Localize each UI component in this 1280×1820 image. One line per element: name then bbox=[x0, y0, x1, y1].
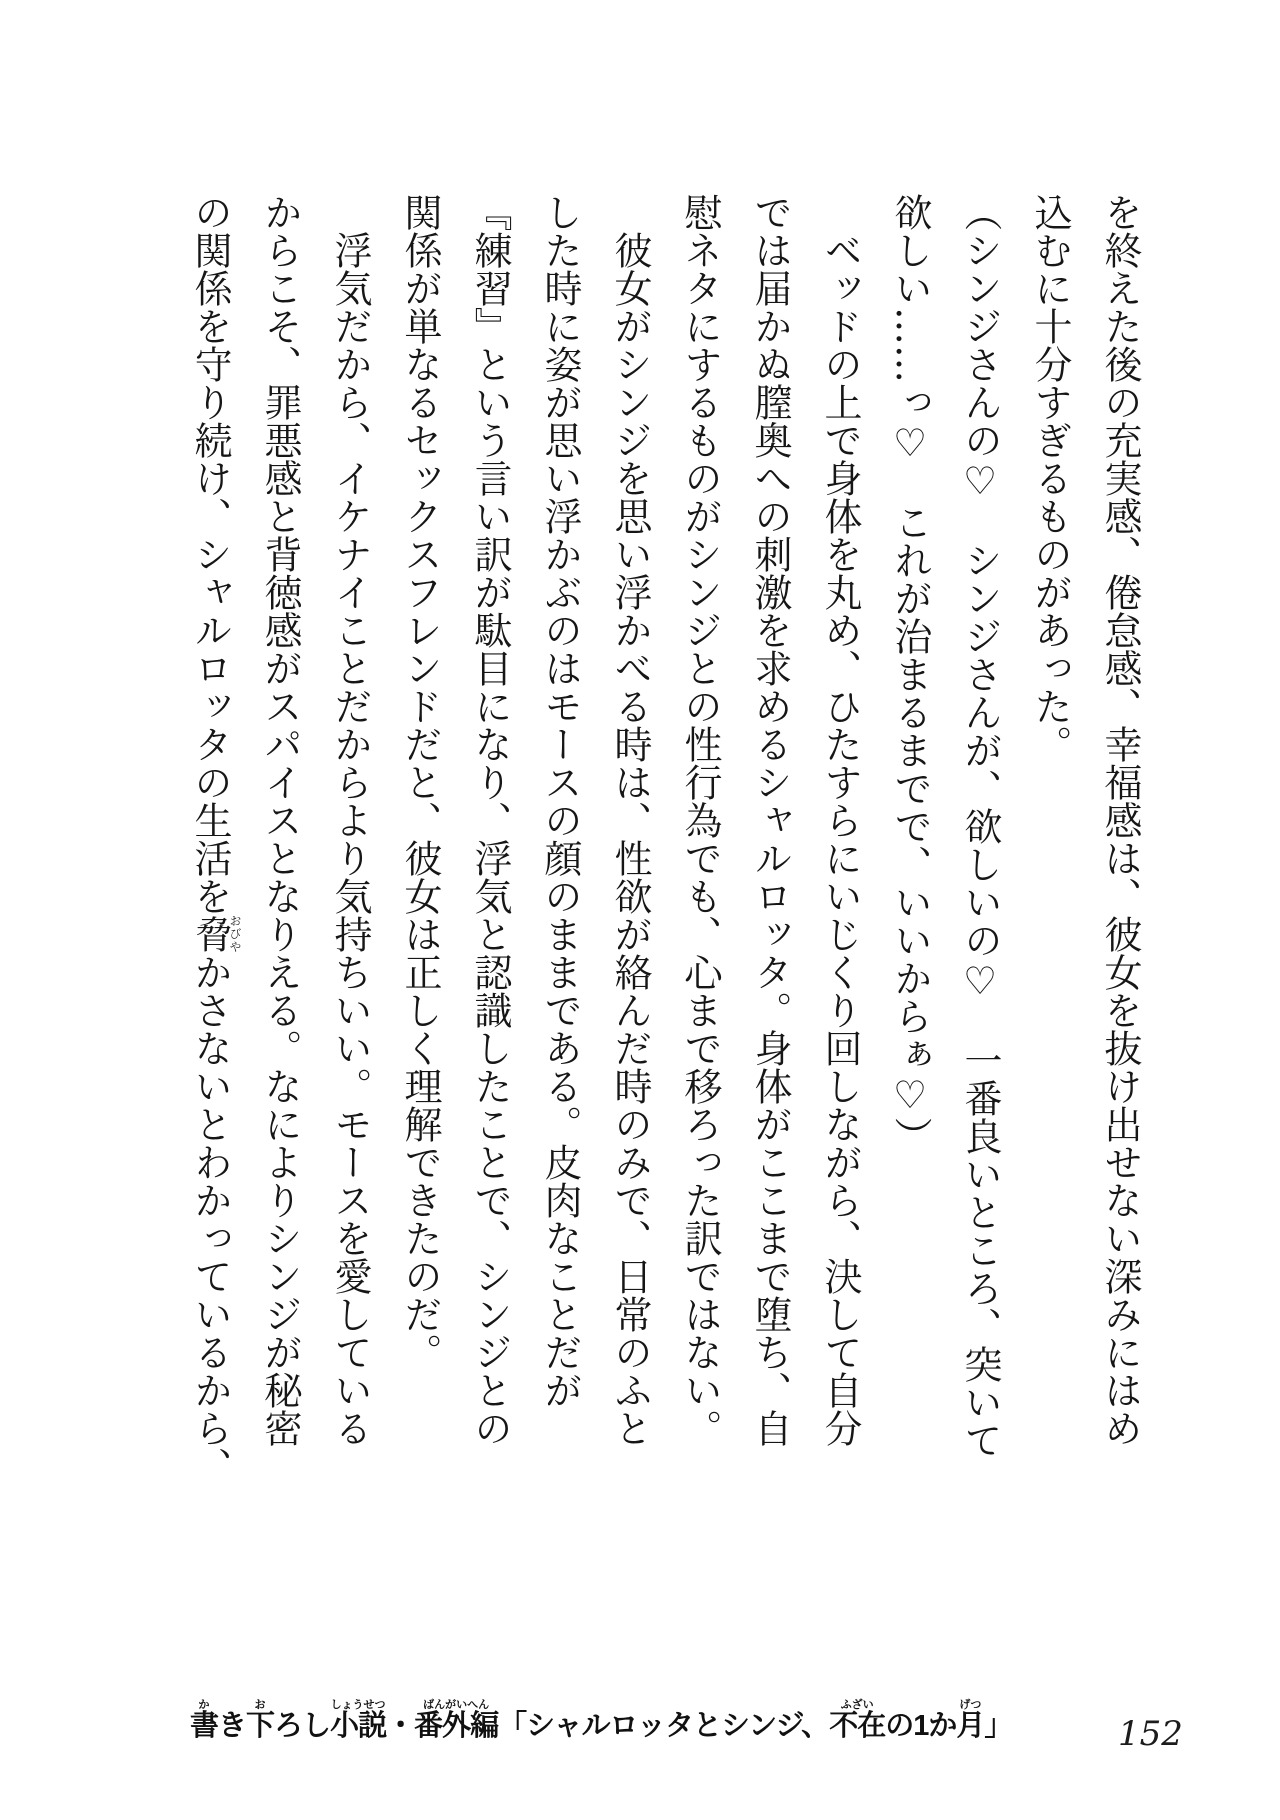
footer-chapter-title bbox=[190, 1699, 1012, 1741]
furigana-text: お bbox=[246, 1699, 275, 1711]
text-column: では届かぬ膣奥への刺激を求めるシャルロッタ。身体がここまで堕ち、自 bbox=[748, 193, 792, 1447]
text-column: 関係が単なるセックスフレンドだと、彼女は正しく理解できたのだ。 bbox=[398, 193, 442, 1371]
furigana-annotation bbox=[956, 1699, 985, 1742]
footer-title-text: き bbox=[218, 1710, 247, 1742]
footer-title-text: 」 bbox=[984, 1710, 1013, 1742]
furigana-annotation bbox=[829, 1699, 886, 1742]
text-column: （シンジさんの♡ シンジさんが、欲しいの♡ 一番良いところ、突いて bbox=[958, 193, 1002, 1459]
page-number: 152 bbox=[1118, 1714, 1183, 1754]
novel-text-block bbox=[175, 193, 1155, 1533]
text-column: 欲しい……っ♡ これが治まるまでで、いいからぁ♡） bbox=[888, 193, 932, 1155]
text-column: した時に姿が思い浮かぶのはモースの顔のままである。皮肉なことだが bbox=[538, 193, 582, 1409]
footer-title-text: ・ bbox=[386, 1710, 415, 1742]
text-column: 慰ネタにするものがシンジとの性行為でも、心まで移ろった訳ではない。 bbox=[678, 193, 722, 1447]
furigana-text: おびや bbox=[228, 914, 242, 954]
footer-title-text: の1か bbox=[885, 1710, 957, 1742]
furigana-annotation bbox=[190, 1699, 219, 1742]
furigana-base: 小説 bbox=[330, 1710, 387, 1742]
furigana-base: 月 bbox=[956, 1710, 985, 1742]
text-column: 彼女がシンジを思い浮かべる時は、性欲が絡んだ時のみで、日常のふと bbox=[608, 231, 652, 1447]
furigana-text: か bbox=[190, 1699, 218, 1711]
furigana-text: ふざい bbox=[829, 1699, 886, 1711]
furigana-text: しょうせつ bbox=[330, 1699, 387, 1711]
text-column: 『練習』という言い訳が駄目になり、浮気と認識したことで、シンジとの bbox=[468, 193, 512, 1447]
text-column: 込むに十分すぎるものがあった。 bbox=[1028, 193, 1072, 763]
furigana-annotation bbox=[246, 1699, 275, 1742]
furigana-base: 下 bbox=[246, 1710, 275, 1742]
furigana-text: ばんがいへん bbox=[414, 1699, 499, 1711]
footer-title-text: ろし bbox=[274, 1710, 331, 1742]
furigana-base: 不在 bbox=[829, 1710, 886, 1742]
furigana-base: 番外編 bbox=[414, 1710, 499, 1742]
text-column: ベッドの上で身体を丸め、ひたすらにいじくり回しながら、決して自分 bbox=[818, 231, 862, 1447]
furigana-text: げつ bbox=[956, 1699, 985, 1711]
furigana-annotation bbox=[414, 1699, 499, 1742]
column-text: の関係を守り続け、シャルロッタの生活を bbox=[188, 193, 232, 915]
furigana-annotation bbox=[330, 1699, 387, 1742]
text-column: を終えた後の充実感、倦怠感、幸福感は、彼女を抜け出せない深みにはめ bbox=[1098, 193, 1142, 1447]
footer-title-text: 「シャルロッタとシンジ、 bbox=[498, 1710, 830, 1742]
text-column bbox=[175, 193, 245, 1533]
text-column: 浮気だから、イケナイことだからより気持ちいい。モースを愛している bbox=[328, 231, 372, 1447]
text-column: からこそ、罪悪感と背徳感がスパイスとなりえる。なによりシンジが秘密 bbox=[258, 193, 302, 1447]
furigana-base: 書 bbox=[190, 1710, 219, 1742]
furigana-base: 脅 bbox=[188, 914, 232, 954]
column-text: かさないとわかっているから、 bbox=[188, 953, 232, 1485]
furigana-annotation bbox=[188, 914, 242, 954]
